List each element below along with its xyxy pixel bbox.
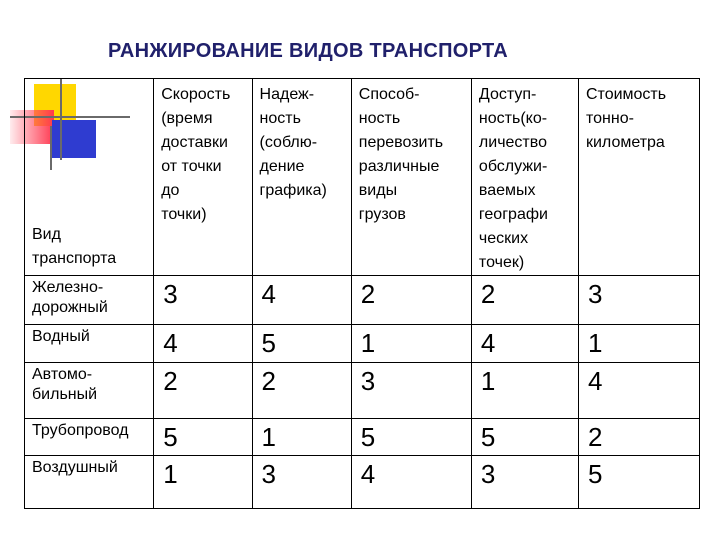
rank-value: 3 [261,459,277,489]
row-label: Воздушный [32,459,118,476]
rank-value: 5 [360,422,376,452]
rank-value: 1 [163,459,178,489]
value-cell [154,456,252,509]
rank-value: 1 [587,328,603,358]
header-label: Вид транспорта [32,226,117,267]
header-cell-reliability [252,79,351,276]
row-label-cell [25,276,154,325]
row-label-cell [25,456,154,509]
rank-value: 1 [480,366,496,396]
table-row [25,276,700,325]
header-label: Надеж- ность (соблю- дение графика) [259,86,327,199]
rank-value: 4 [587,366,603,396]
value-cell [351,419,471,456]
value-cell [351,456,471,509]
value-cell [252,325,351,363]
rank-value: 2 [163,366,178,396]
value-cell [578,363,699,419]
value-cell [471,419,578,456]
row-label: Автомо- бильный [32,366,98,403]
rank-value: 4 [480,328,496,358]
rank-value: 4 [360,459,376,489]
header-row [25,79,700,276]
rank-value: 3 [480,459,496,489]
value-cell [252,419,351,456]
header-cell-cost [578,79,699,276]
row-label-cell [25,419,154,456]
header-cell-capability [351,79,471,276]
value-cell [578,325,699,363]
value-cell [471,276,578,325]
value-cell [471,456,578,509]
table-row [25,456,700,509]
row-label: Водный [32,328,90,345]
rank-value: 5 [261,328,277,358]
rank-value: 3 [360,366,376,396]
value-cell [252,456,351,509]
header-label: Доступ- ность(ко- личество обслужи- ваемых географи ческих точек) [478,86,548,271]
rank-value: 2 [261,366,277,396]
header-cell-accessibility [471,79,578,276]
rank-value: 4 [163,328,178,358]
value-cell [252,363,351,419]
header-cell-speed [154,79,252,276]
rank-value: 1 [360,328,376,358]
row-label-cell [25,363,154,419]
value-cell [578,276,699,325]
value-cell [154,363,252,419]
rank-value: 2 [360,279,376,309]
rank-value: 3 [163,279,178,309]
rank-value: 2 [480,279,496,309]
value-cell [154,419,252,456]
value-cell [351,276,471,325]
header-label: Способ- ность перевозить различные виды грузов [358,86,444,223]
header-label: Скорость (время доставки от точки до точки) [161,86,231,223]
rank-value: 3 [587,279,603,309]
value-cell [351,363,471,419]
table-row [25,363,700,419]
value-cell [578,456,699,509]
rank-value: 2 [587,422,603,452]
rank-value: 5 [163,422,178,452]
page-title: РАНЖИРОВАНИЕ ВИДОВ ТРАНСПОРТА [108,40,509,62]
value-cell [252,276,351,325]
ranking-table [24,78,700,509]
table-row [25,325,700,363]
rank-value: 1 [261,422,277,452]
header-cell-transport-type [25,79,154,276]
header-label: Стоимость тонно- километра [585,86,667,151]
table-row [25,419,700,456]
value-cell [471,325,578,363]
row-label: Трубопровод [32,422,129,439]
row-label: Железно- дорожный [32,279,108,316]
value-cell [154,276,252,325]
rank-value: 4 [261,279,277,309]
value-cell [351,325,471,363]
value-cell [578,419,699,456]
value-cell [471,363,578,419]
row-label-cell [25,325,154,363]
value-cell [154,325,252,363]
rank-value: 5 [480,422,496,452]
rank-value: 5 [587,459,603,489]
